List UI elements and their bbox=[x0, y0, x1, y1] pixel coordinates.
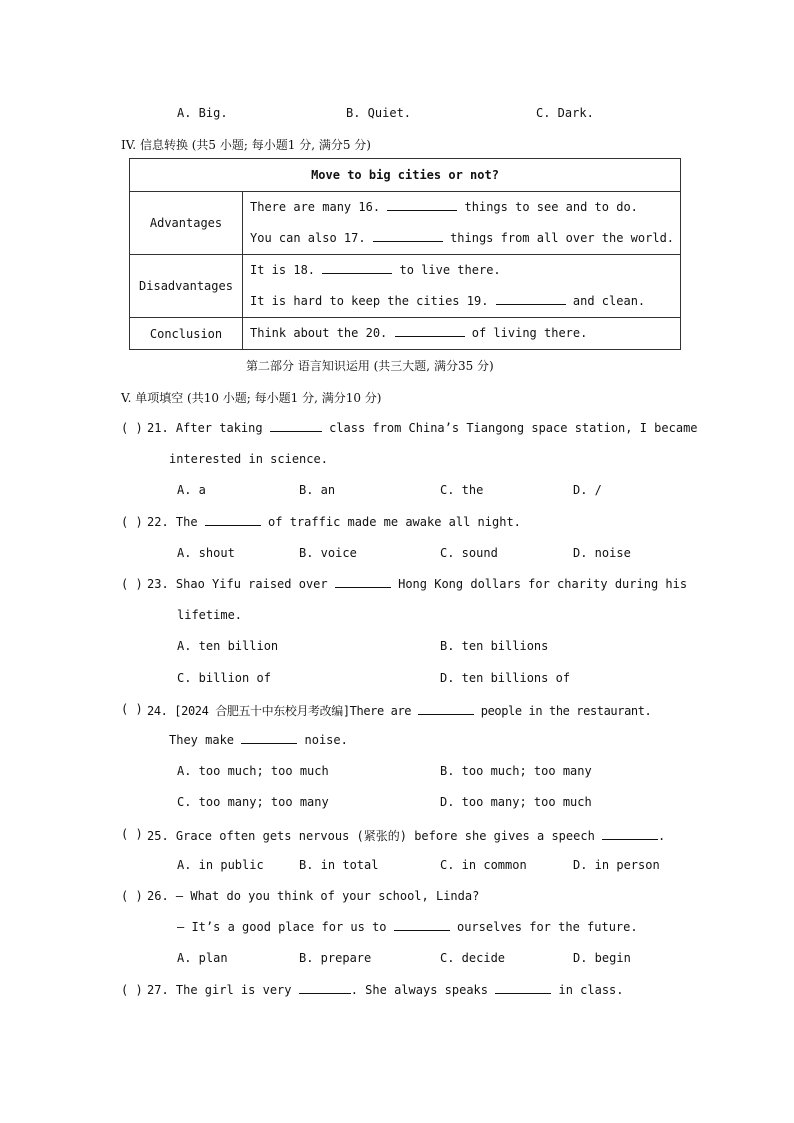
option-26-a[interactable]: A. plan bbox=[177, 951, 228, 965]
prev-option-a: A. Big. bbox=[177, 106, 228, 120]
option-25-d[interactable]: D. in person bbox=[573, 858, 660, 872]
blank-24a[interactable] bbox=[418, 704, 474, 715]
option-26-d[interactable]: D. begin bbox=[573, 951, 631, 965]
answer-paren-26[interactable]: ( ) bbox=[121, 889, 143, 903]
option-23-d[interactable]: D. ten billions of bbox=[440, 671, 571, 685]
question-22: 22. The of traffic made me awake all night. bbox=[147, 515, 521, 529]
option-21-a[interactable]: A. a bbox=[177, 483, 206, 497]
blank-18[interactable] bbox=[322, 263, 392, 274]
prev-option-c: C. Dark. bbox=[536, 106, 594, 120]
table-title: Move to big cities or not? bbox=[130, 159, 681, 192]
section-4-heading: IV. 信息转换 (共5 小题; 每小题1 分, 满分5 分) bbox=[121, 138, 371, 152]
answer-paren-22[interactable]: ( ) bbox=[121, 515, 143, 529]
blank-19[interactable] bbox=[496, 294, 566, 305]
question-26: 26. — What do you think of your school, Linda? bbox=[147, 889, 480, 903]
table-line: It is hard to keep the cities 19. and clean. bbox=[250, 294, 646, 308]
option-26-b[interactable]: B. prepare bbox=[299, 951, 372, 965]
blank-23[interactable] bbox=[335, 577, 391, 588]
blank-16[interactable] bbox=[387, 200, 457, 211]
option-21-b[interactable]: B. an bbox=[299, 483, 336, 497]
row-content-disadvantages bbox=[243, 255, 681, 318]
option-23-a[interactable]: A. ten billion bbox=[177, 639, 279, 653]
option-23-c[interactable]: C. billion of bbox=[177, 671, 271, 685]
option-21-d[interactable]: D. / bbox=[573, 483, 602, 497]
option-25-c[interactable]: C. in common bbox=[440, 858, 527, 872]
option-25-b[interactable]: B. in total bbox=[299, 858, 379, 872]
answer-paren-21[interactable]: ( ) bbox=[121, 421, 143, 435]
prev-option-b: B. Quiet. bbox=[346, 106, 412, 120]
question-24: 24. [2024 合肥五十中东校月考改编]There are people in the restaurant. bbox=[147, 704, 652, 718]
question-23: 23. Shao Yifu raised over Hong Kong dollars for charity during his bbox=[147, 577, 688, 591]
option-23-b[interactable]: B. ten billions bbox=[440, 639, 549, 653]
option-24-a[interactable]: A. too much; too much bbox=[177, 764, 329, 778]
section-5-heading: V. 单项填空 (共10 小题; 每小题1 分, 满分10 分) bbox=[121, 391, 382, 405]
option-22-b[interactable]: B. voice bbox=[299, 546, 357, 560]
answer-paren-24[interactable]: ( ) bbox=[121, 702, 143, 716]
option-21-c[interactable]: C. the bbox=[440, 483, 484, 497]
part-2-title: 第二部分 语言知识运用 (共三大题, 满分35 分) bbox=[246, 359, 494, 373]
table-line: It is 18. to live there. bbox=[250, 263, 501, 277]
answer-paren-23[interactable]: ( ) bbox=[121, 577, 143, 591]
option-24-b[interactable]: B. too much; too many bbox=[440, 764, 592, 778]
blank-17[interactable] bbox=[373, 231, 443, 242]
question-24-cont: They make noise. bbox=[169, 733, 348, 747]
info-table bbox=[129, 158, 681, 350]
blank-21[interactable] bbox=[270, 421, 322, 432]
question-25: 25. Grace often gets nervous (紧张的) before she gives a speech . bbox=[147, 829, 666, 843]
row-content-advantages bbox=[243, 192, 681, 255]
option-25-a[interactable]: A. in public bbox=[177, 858, 264, 872]
blank-24b[interactable] bbox=[241, 733, 297, 744]
blank-27b[interactable] bbox=[495, 983, 551, 994]
row-content-conclusion bbox=[243, 318, 681, 350]
answer-paren-27[interactable]: ( ) bbox=[121, 983, 143, 997]
blank-20[interactable] bbox=[395, 326, 465, 337]
option-26-c[interactable]: C. decide bbox=[440, 951, 506, 965]
option-22-c[interactable]: C. sound bbox=[440, 546, 498, 560]
row-label-disadvantages: Disadvantages bbox=[130, 255, 243, 318]
question-27: 27. The girl is very . She always speaks in class. bbox=[147, 983, 624, 997]
question-26-reply: — It’s a good place for us to ourselves for the future. bbox=[177, 920, 638, 934]
option-24-c[interactable]: C. too many; too many bbox=[177, 795, 329, 809]
table-line: You can also 17. things from all over the world. bbox=[250, 231, 675, 245]
row-label-advantages: Advantages bbox=[130, 192, 243, 255]
table-line: There are many 16. things to see and to do. bbox=[250, 200, 638, 214]
option-22-d[interactable]: D. noise bbox=[573, 546, 631, 560]
option-22-a[interactable]: A. shout bbox=[177, 546, 235, 560]
row-label-conclusion: Conclusion bbox=[130, 318, 243, 350]
blank-25[interactable] bbox=[602, 829, 658, 840]
question-21: 21. After taking class from China’s Tiangong space station, I became bbox=[147, 421, 698, 435]
blank-22[interactable] bbox=[205, 515, 261, 526]
table-line: Think about the 20. of living there. bbox=[250, 326, 588, 340]
blank-26[interactable] bbox=[394, 920, 450, 931]
option-24-d[interactable]: D. too many; too much bbox=[440, 795, 592, 809]
question-21-cont: interested in science. bbox=[169, 452, 328, 466]
blank-27a[interactable] bbox=[299, 983, 351, 994]
answer-paren-25[interactable]: ( ) bbox=[121, 827, 143, 841]
question-23-cont: lifetime. bbox=[177, 608, 243, 622]
